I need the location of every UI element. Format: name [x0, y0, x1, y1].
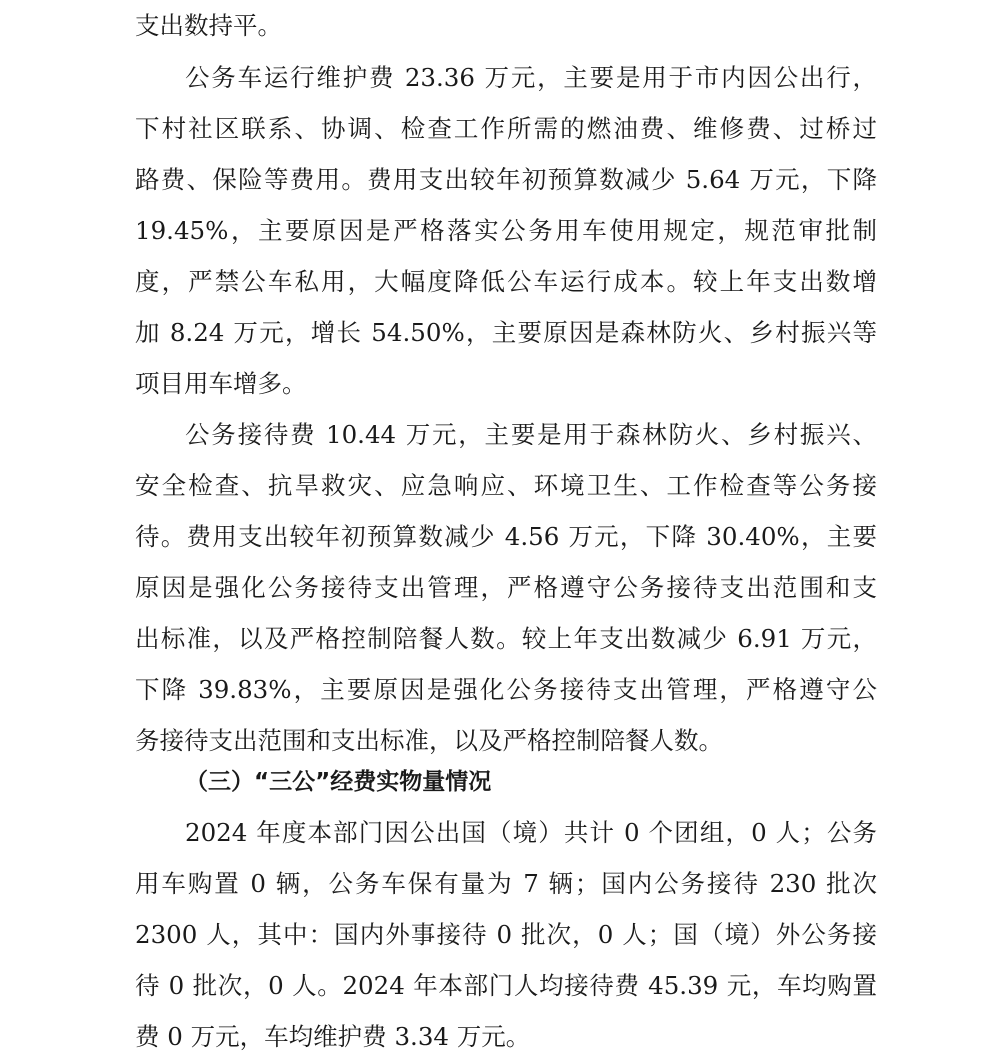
- paragraph-line: 公务接待费 10.44 万元，主要是用于森林防火、乡村振兴、: [185, 420, 877, 449]
- paragraph-line: 下降 39.83%，主要原因是强化公务接待支出管理，严格遵守公: [135, 675, 877, 704]
- section-heading: （三）“三公”经费实物量情况: [185, 769, 492, 795]
- paragraph-line: 项目用车增多。: [135, 369, 307, 398]
- paragraph-line: 加 8.24 万元，增长 54.50%，主要原因是森林防火、乡村振兴等: [135, 318, 877, 347]
- paragraph-line: 19.45%，主要原因是严格落实公务用车使用规定，规范审批制: [135, 216, 877, 245]
- paragraph-line: 2300 人，其中：国内外事接待 0 批次，0 人；国（境）外公务接: [135, 920, 877, 949]
- paragraph-line: 费 0 万元，车均维护费 3.34 万元。: [135, 1022, 531, 1051]
- paragraph-line: 原因是强化公务接待支出管理，严格遵守公务接待支出范围和支: [135, 573, 877, 602]
- paragraph-line: 务接待支出范围和支出标准，以及严格控制陪餐人数。: [135, 726, 723, 755]
- paragraph-line: 用车购置 0 辆，公务车保有量为 7 辆；国内公务接待 230 批次: [135, 869, 877, 898]
- paragraph-line: 2024 年度本部门因公出国（境）共计 0 个团组，0 人；公务: [185, 818, 877, 847]
- paragraph-line: 公务车运行维护费 23.36 万元，主要是用于市内因公出行，: [185, 63, 877, 92]
- paragraph-line: 待。费用支出较年初预算数减少 4.56 万元，下降 30.40%，主要: [135, 522, 877, 551]
- paragraph-line: 待 0 批次，0 人。2024 年本部门人均接待费 45.39 元，车均购置: [135, 971, 877, 1000]
- paragraph-line: 出标准，以及严格控制陪餐人数。较上年支出数减少 6.91 万元，: [135, 624, 877, 653]
- paragraph-line: 支出数持平。: [135, 11, 282, 40]
- paragraph-line: 路费、保险等费用。费用支出较年初预算数减少 5.64 万元，下降: [135, 165, 877, 194]
- paragraph-line: 度，严禁公车私用，大幅度降低公车运行成本。较上年支出数增: [135, 267, 877, 296]
- paragraph-line: 安全检查、抗旱救灾、应急响应、环境卫生、工作检查等公务接: [135, 471, 877, 500]
- paragraph-line: 下村社区联系、协调、检查工作所需的燃油费、维修费、过桥过: [135, 114, 877, 143]
